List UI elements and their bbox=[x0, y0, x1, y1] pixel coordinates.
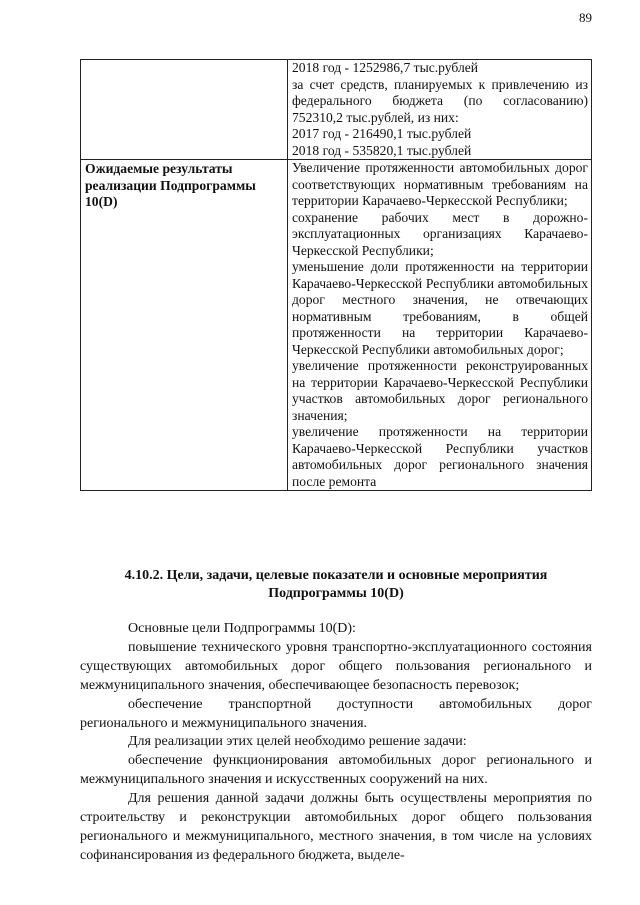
row-value-cell bbox=[288, 60, 592, 160]
program-passport-table bbox=[80, 59, 592, 491]
result-item: увеличение протяженности реконструированных на территории Карачаево-Черкесской Республики участков автомобильных дорог регионального значения; bbox=[292, 358, 588, 423]
result-item: уменьшение доли протяженности на территории Карачаево-Черкесской Республики автомобильных дорог местного значения, не отвечающих нормативным требованиям, в общей протяженности на территории Карачаево-Черкесской Республики автомобильных дорог; bbox=[292, 259, 588, 357]
paragraph: Основные цели Подпрограммы 10(D): bbox=[128, 621, 356, 636]
paragraph: Для реализации этих целей необходимо решение задачи: bbox=[128, 734, 467, 750]
table-row bbox=[81, 60, 592, 160]
expected-results-label: Ожидаемые результаты реализации Подпрограммы 10(D) bbox=[85, 161, 256, 209]
row-value-cell bbox=[288, 160, 592, 491]
row-label-cell bbox=[81, 160, 288, 491]
table-row bbox=[81, 160, 592, 491]
funding-line: 2017 год - 216490,1 тыс.рублей bbox=[292, 126, 472, 141]
result-item: Увеличение протяженности автомобильных дорог соответствующих нормативным требованиям на территории Карачаево-Черкесской Республики; bbox=[292, 160, 588, 208]
paragraph: обеспечение функционирования автомобильных дорог регионального и межмуниципального значения и искусственных сооружений на них. bbox=[80, 753, 592, 788]
result-item: увеличение протяженности на территории Карачаево-Черкесской Республики участков автомобильных дорог регионального значения после ремонта bbox=[292, 424, 588, 489]
paragraph: обеспечение транспортной доступности автомобильных дорог регионального и межмуниципального значения. bbox=[80, 696, 592, 731]
funding-line: 2018 год - 1252986,7 тыс.рублей bbox=[292, 60, 479, 75]
row-label-cell bbox=[81, 60, 288, 160]
result-item: сохранение рабочих мест в дорожно-эксплуатационных организациях Карачаево-Черкесской Республики; bbox=[292, 209, 588, 258]
funding-line: 2018 год - 535820,1 тыс.рублей bbox=[292, 142, 472, 158]
section-heading: 4.10.2. Цели, задачи, целевые показатели и основные мероприятия Подпрограммы 10(D) bbox=[124, 568, 548, 601]
paragraph: повышение технического уровня транспортно-эксплуатационного состояния существующих автомобильных дорог общего пользования регионального и межмуниципального значения, обеспечивающее безопасность перевозок; bbox=[80, 639, 592, 693]
page-number: 89 bbox=[579, 10, 592, 25]
body-text bbox=[80, 620, 592, 866]
paragraph: Для решения данной задачи должны быть осуществлены мероприятия по строительству и реконструкции автомобильных дорог общего пользования регионального и межмуниципального, местного значения, в том числе на условиях софинансирования из федерального бюджета, выделе- bbox=[80, 791, 592, 863]
funding-line: за счет средств, планируемых к привлечению из федерального бюджета (по согласованию) 752310,2 тыс.рублей, из них: bbox=[292, 76, 588, 125]
